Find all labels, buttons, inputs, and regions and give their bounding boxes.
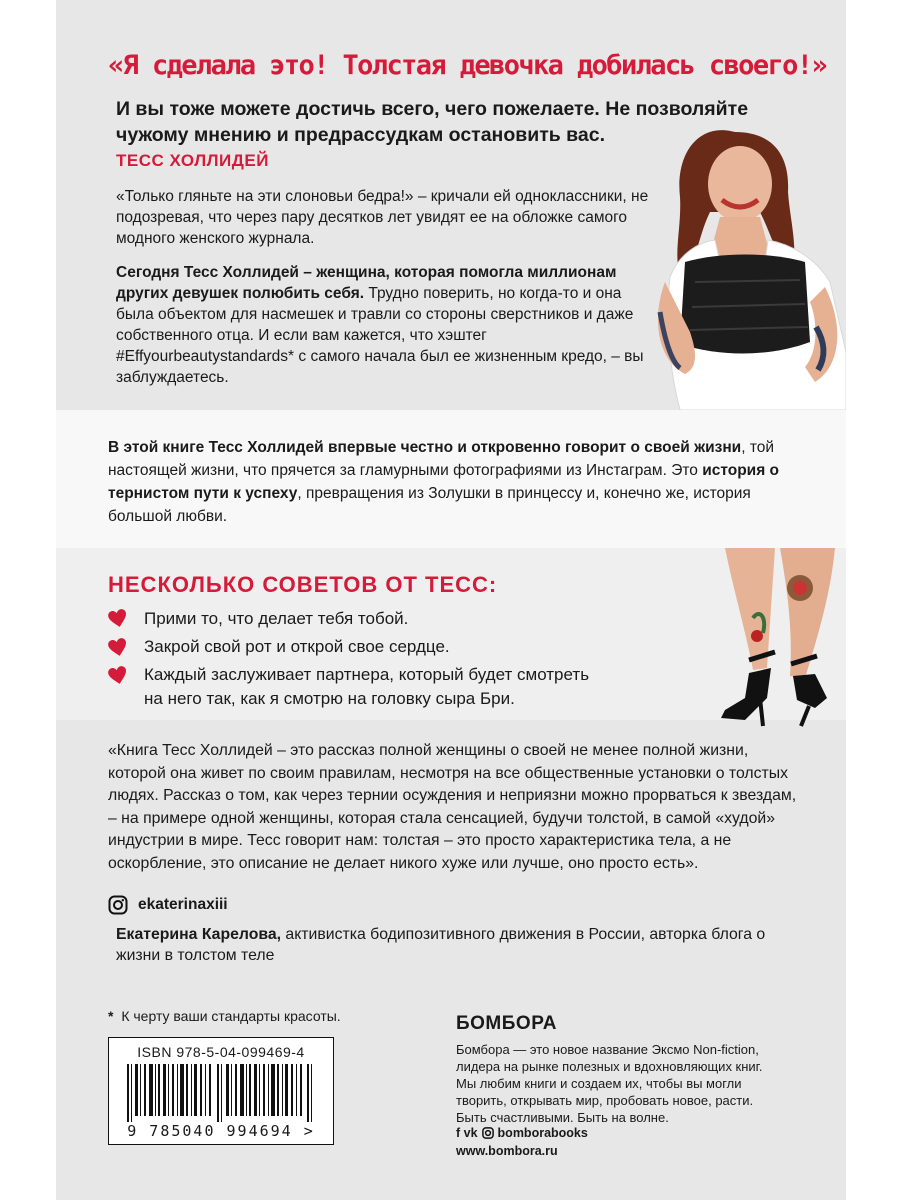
headline-quote: «Я сделала это! Толстая девочка добилась своего!»: [108, 50, 827, 81]
instagram-icon: [108, 895, 128, 915]
publisher-social: [456, 1126, 588, 1140]
reviewer-credit: [116, 924, 796, 966]
tip-item-2: Закрой свой рот и открой свое сердце.: [144, 637, 450, 656]
about-text-1: , той настоящей жизни, что прячется за гламурными фотографиями из Инстаграм. Это: [108, 439, 775, 479]
intro-paragraph-1: «Только гляньте на эти слоновьи бедра!» – кричали ей одноклассники, не подозревая, что через пару десятков лет увидят ее на обложке самого модного женского журнала.: [116, 188, 649, 247]
intro-paragraph-2-bold: Сегодня Тесс Холлидей – женщина, которая помогла миллионам других девушек полюбить себя.: [116, 264, 617, 302]
instagram-handle: ekaterinaxiii: [138, 896, 228, 913]
publisher-website[interactable]: www.bombora.ru: [456, 1144, 558, 1158]
heart-icon: [108, 609, 128, 629]
footnote-mark: *: [108, 1008, 114, 1024]
tip-item-1: Прими то, что делает тебя тобой.: [144, 609, 409, 628]
barcode-digits: 9 785040 994694 >: [127, 1122, 315, 1140]
heart-icon: [108, 638, 128, 658]
barcode-bars: [127, 1064, 315, 1122]
tips-title: НЕСКОЛЬКО СОВЕТОВ ОТ ТЕСС:: [108, 572, 498, 597]
about-paragraph: [108, 436, 798, 528]
intro-paragraph-2-rest: Трудно поверить, но когда-то и она была объектом для насмешек и травли со стороны сверстников и даже собственного отца. И если вам кажется, что хэштег #Effyourbeautystandards* с самого начала был ее жизненным кредо, – вы заблуждаетесь.: [116, 285, 644, 386]
footnote-text: К черту ваши стандарты красоты.: [121, 1008, 341, 1024]
about-bold-2: история о тернистом пути к успеху: [108, 462, 780, 502]
social-icons: f vk: [456, 1126, 478, 1140]
publisher-logo: БОМБОРА: [456, 1013, 557, 1034]
isbn-barcode: [108, 1037, 334, 1145]
intro-paragraph-2: [116, 262, 656, 388]
tess-portrait-photo: [640, 112, 846, 410]
about-bold-1: В этой книге Тесс Холлидей впервые честно и откровенно говорит о своей жизни: [108, 439, 742, 456]
reviewer-name: Екатерина Карелова,: [116, 926, 282, 943]
social-handle: bomborabooks: [497, 1126, 588, 1140]
heart-icon: [108, 666, 128, 686]
about-text-2: , превращения из Золушки в принцессу и, конечно же, история большой любви.: [108, 485, 751, 525]
tip-item-3: Каждый заслуживает партнера, который будет смотреть на него так, как я смотрю на головку сыра Бри.: [144, 665, 590, 708]
reviewer-description: активистка бодипозитивного движения в России, авторка блога о жизни в толстом теле: [116, 926, 766, 964]
lead-text: И вы тоже можете достичь всего, чего пожелаете. Не позволяйте чужому мнению и предрассудкам остановить вас.: [116, 98, 749, 146]
instagram-icon: [482, 1127, 494, 1139]
publisher-description: Бомбора — это новое название Эксмо Non-fiction, лидера на рынке полезных и вдохновляющих книг. Мы любим книги и создаем их, чтобы вы могли творить, открывать мир, пробовать новое, расти. Быть счастливыми. Быть на волне.: [456, 1042, 763, 1125]
lead-author: ТЕСС ХОЛЛИДЕЙ: [116, 151, 269, 170]
isbn-label: ISBN 978-5-04-099469-4: [137, 1044, 305, 1060]
review-quote: «Книга Тесс Холлидей – это рассказ полной женщины о своей не менее полной жизни, которой она живет по своим правилам, несмотря на все общественные установки о толстых людях. Рассказ о том, как через тернии осуждения и неприязни можно прорваться к звездам, – на примере одной женщины, которая стала сенсацией, будучи толстой, в самой «худой» индустрии в мире. Тесс говорит нам: толстая – это просто характеристика тела, а не оскорбление, это описание не делает никого хуже или лучше, оно просто есть».: [108, 742, 797, 872]
footnote: [108, 1008, 341, 1024]
